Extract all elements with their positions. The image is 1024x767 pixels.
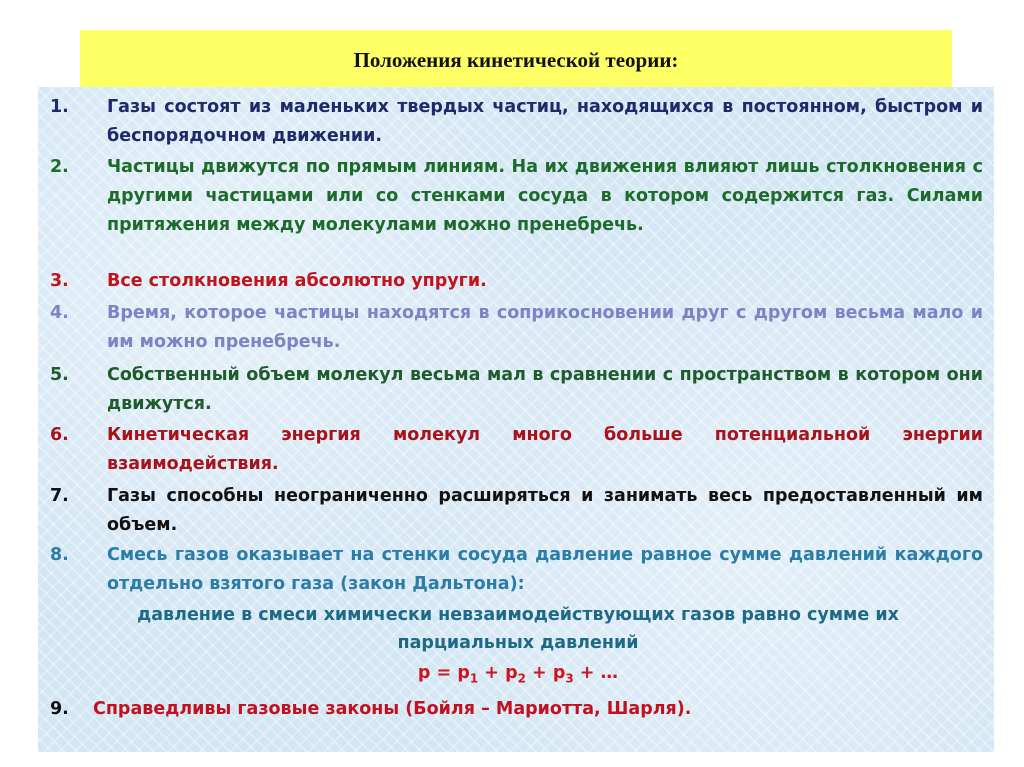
list-item-9 — [50, 695, 983, 724]
item-number: 6. — [50, 425, 69, 445]
list-item-5 — [50, 361, 983, 419]
formula-tail: + … — [573, 663, 619, 683]
formula-plus-2: + — [525, 663, 553, 683]
item-number: 2. — [50, 157, 69, 177]
formula-p: p — [417, 663, 431, 683]
item-number: 8. — [50, 545, 69, 565]
item-number: 9. — [50, 699, 69, 719]
list-item-4 — [50, 299, 983, 357]
formula-p1: p — [457, 663, 470, 683]
title-bar — [80, 30, 952, 87]
list-item-8 — [50, 541, 983, 599]
formula-p2-subscript: 2 — [517, 671, 526, 686]
item-text: Газы состоят из маленьких твердых частиц, находящихся в постоянном, быстром и беспорядочном движении. — [107, 97, 983, 146]
item-number: 5. — [50, 365, 69, 385]
formula-p3-subscript: 3 — [565, 671, 574, 686]
item-text: Частицы движутся по прямым линиям. На их движения влияют лишь столкновения с другими частицами или со стенками сосуда в котором содержится газ. Силами притяжения между молекулами можно пренебречь. — [107, 157, 983, 235]
list-item-1 — [50, 93, 983, 151]
formula-p1-subscript: 1 — [469, 671, 479, 686]
item-text: Собственный объем молекул весьма мал в сравнении с пространством в котором они движутся. — [107, 365, 983, 414]
item-text: Справедливы газовые законы (Бойля – Мариотта, Шарля). — [93, 699, 692, 719]
list-item-7 — [50, 482, 983, 540]
list-item-2 — [50, 153, 983, 240]
formula-plus-1: + — [478, 663, 506, 683]
list-item-6 — [50, 421, 983, 479]
formula-equals: = — [430, 663, 458, 683]
item-text: Газы способны неограниченно расширяться и занимать весь предоставленный им объем. — [107, 486, 983, 535]
item-text: Кинетическая энергия молекул много больше потенциальной энергии взаимодействия. — [107, 425, 983, 474]
item-text: Смесь газов оказывает на стенки сосуда давление равное сумме давлений каждого отдельно взятого газа (закон Дальтона): — [107, 545, 983, 594]
content-panel — [38, 87, 994, 752]
item-number: 7. — [50, 486, 69, 506]
formula-p2: p — [505, 663, 518, 683]
list-item-3 — [50, 267, 983, 296]
dalton-formula — [68, 663, 968, 686]
dalton-statement-line-1: давление в смеси химически невзаимодействующих газов равно сумме их — [137, 605, 899, 625]
item-number: 1. — [50, 97, 69, 117]
item-text: Время, которое частицы находятся в соприкосновении друг с другом весьма мало и им можно пренебречь. — [107, 303, 983, 352]
item-number: 4. — [50, 303, 69, 323]
item-text: Все столкновения абсолютно упруги. — [107, 271, 487, 291]
dalton-statement-line-2: парциальных давлений — [397, 633, 639, 653]
slide-title: Положения кинетической теории: — [353, 48, 679, 72]
item-number: 3. — [50, 271, 69, 291]
formula-p3: p — [552, 663, 566, 683]
